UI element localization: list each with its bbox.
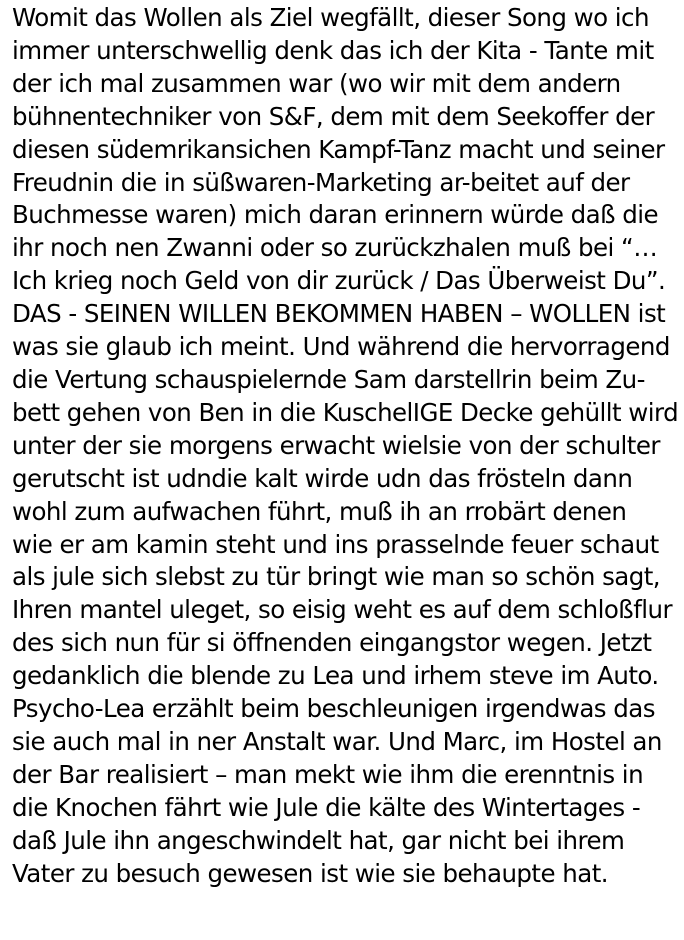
text-line: sie auch mal in ner Anstalt war. Und Marc, im Hostel an [12,726,662,756]
text-line: die Vertung schauspielernde Sam darstellrin beim Zu- [12,364,645,394]
text-line: Freudnin die in süßwaren-Marketing ar-beitet auf der [12,167,630,197]
body-text [12,2,678,890]
text-line: diesen südemrikansichen Kampf-Tanz macht und seiner [12,134,665,164]
text-line: Womit das Wollen als Ziel wegfällt, dieser Song wo ich [12,3,649,32]
text-line: Ich krieg noch Geld von dir zurück / Das Überweist Du”. [12,266,666,296]
text-line: des sich nun für si öffnenden eingangstor wegen. Jetzt [12,628,652,658]
text-line: gedanklich die blende zu Lea und irhem steve im Auto. [12,661,659,691]
text-line: der ich mal zusammen war (wo wir mit dem andern [12,68,621,98]
text-line: Psycho-Lea erzählt beim beschleunigen irgendwas das [12,694,655,724]
text-line: die Knochen fährt wie Jule die kälte des Wintertages - [12,792,641,822]
text-line: was sie glaub ich meint. Und während die hervorragend [12,332,670,362]
text-line: wohl zum aufwachen führt, muß ih an rrobärt denen [12,496,627,526]
text-line: Buchmesse waren) mich daran erinnern würde daß die [12,200,658,230]
text-line: bett gehen von Ben in die KuschelIGE Decke gehüllt wird [12,397,679,427]
text-line: Ihren mantel uleget, so eisig weht es auf dem schloßflur [12,595,673,625]
text-line: der Bar realisiert – man mekt wie ihm die erenntnis in [12,759,644,789]
text-line: gerutscht ist udndie kalt wirde udn das frösteln dann [12,463,633,493]
text-line: ihr noch nen Zwanni oder so zurückzhalen muß bei “… [12,233,658,263]
text-line: wie er am kamin steht und ins prasselnde feuer schaut [12,529,659,559]
text-line: bühnentechniker von S&F, dem mit dem Seekoffer der [12,101,655,131]
text-line: daß Jule ihn angeschwindelt hat, gar nicht bei ihrem [12,825,625,855]
text-line: DAS - SEINEN WILLEN BEKOMMEN HABEN – WOLLEN ist [12,299,666,329]
text-line: Vater zu besuch gewesen ist wie sie behaupte hat. [12,858,608,888]
text-line: immer unterschwellig denk das ich der Kita - Tante mit [12,35,654,65]
text-line: unter der sie morgens erwacht wielsie von der schulter [12,430,660,460]
text-line: als jule sich slebst zu tür bringt wie man so schön sagt, [12,562,661,592]
